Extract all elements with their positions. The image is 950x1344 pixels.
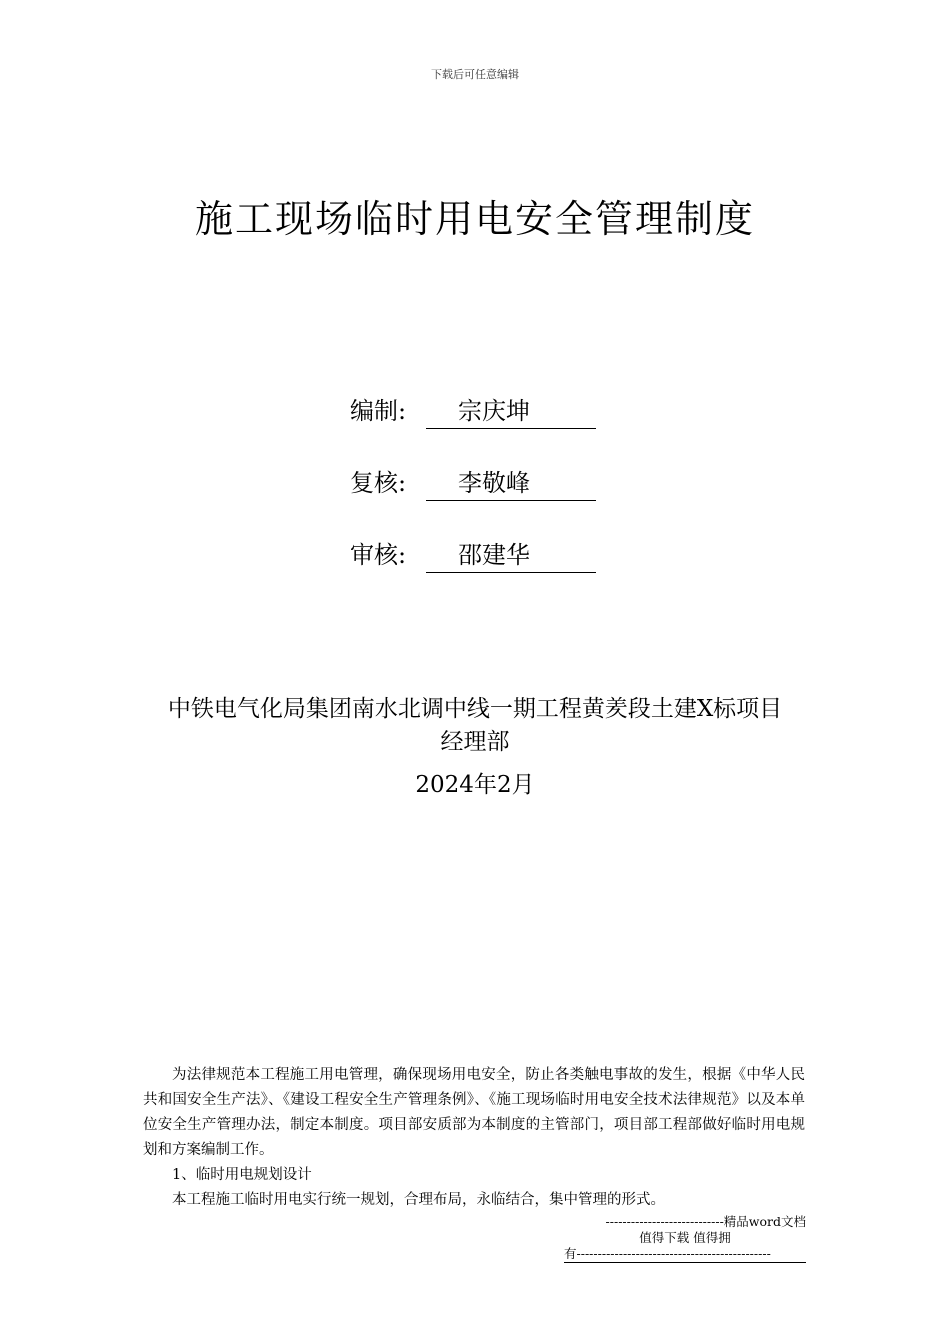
footer-watermark [564,1214,806,1263]
body-content [143,1063,805,1213]
organization-name-line2: 经理部 [440,729,510,755]
signature-value: 李敬峰 [426,466,596,501]
signature-row-compiler [350,394,596,428]
document-date: 2024年2月 [415,772,535,798]
section-heading: 1、临时用电规划设计 [172,1167,312,1183]
body-paragraph: 本工程施工临时用电实行统一规划，合理布局，永临结合，集中管理的形式。 [172,1192,665,1208]
signature-row-reviewer [350,466,596,500]
document-title: 施工现场临时用电安全管理制度 [194,197,755,241]
signature-label: 复核: [350,469,407,497]
signature-value: 邵建华 [426,538,596,573]
body-paragraph: 为法律规范本工程施工用电管理，确保现场用电安全，防止各类触电事故的发生，根据《中华人民共和国安全生产法》、《建设工程安全生产管理条例》、《施工现场临时用电安全技术法律规范》以及本单位安全生产管理办法，制定本制度。项目部安质部为本制度的主管部门，项目部工程部做好临时用电规划和方案编制工作。 [143,1067,805,1158]
signature-row-approver [350,538,596,572]
header-note: 下载后可任意编辑 [431,68,519,81]
footer-line: 有---------------------------------------------- [564,1246,806,1263]
signature-value: 宗庆坤 [426,394,596,429]
organization-name-line1: 中铁电气化局集团南水北调中线一期工程黄羑段土建X标项目 [167,696,783,722]
footer-line: ----------------------------精品word文档 [605,1214,806,1229]
footer-line: 值得下载 值得拥 [639,1230,731,1245]
signature-label: 编制: [350,397,407,425]
signature-label: 审核: [350,541,407,569]
